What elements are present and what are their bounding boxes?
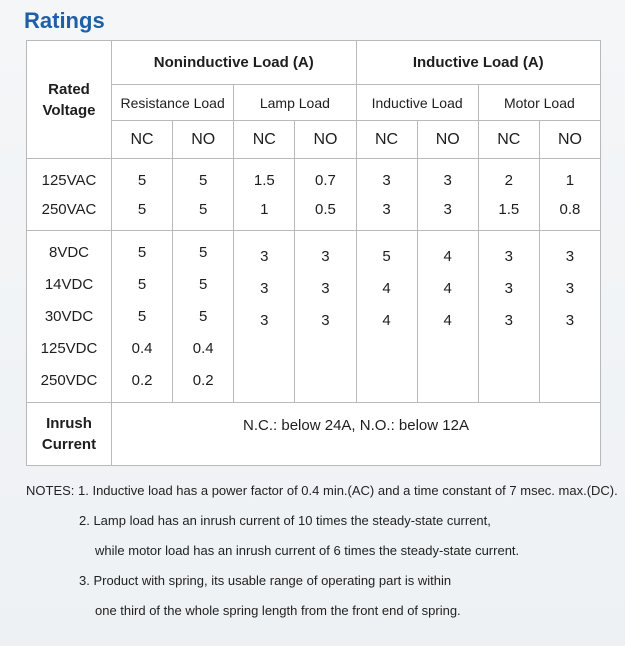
voltage-label: 30VDC — [44, 307, 94, 325]
ac-lamp-nc — [234, 159, 295, 231]
value: 3 — [504, 280, 513, 297]
dc-lamp-no — [295, 231, 356, 403]
value: 5 — [137, 275, 147, 293]
dc-motor-no — [539, 231, 600, 403]
rated-voltage-header — [27, 41, 112, 159]
value: 5 — [199, 200, 208, 218]
voltage-label: 250VDC — [40, 371, 98, 389]
dc-motor-nc — [478, 231, 539, 403]
value: 3 — [565, 280, 575, 297]
voltage-label: 8VDC — [48, 243, 89, 261]
no-header: NO — [295, 121, 356, 159]
value: 0.5 — [315, 200, 336, 218]
value: 3 — [565, 312, 575, 329]
motor-load-header: Motor Load — [478, 85, 600, 121]
note-3: 3. Product with spring, its usable range of operating part is within — [79, 573, 452, 588]
no-header: NO — [417, 121, 478, 159]
value: 5 — [199, 275, 208, 293]
dc-inductive-no — [417, 231, 478, 403]
ac-resistance-no — [173, 159, 234, 231]
ac-ratings-row — [27, 159, 601, 231]
value: 3 — [321, 280, 330, 297]
page-title: Ratings — [24, 8, 105, 33]
value: 3 — [565, 248, 575, 265]
value: 4 — [443, 248, 452, 265]
no-header: NO — [539, 121, 600, 159]
value: 3 — [504, 312, 513, 329]
note-2-continued: while motor load has an inrush current of 6 times the steady-state current. — [95, 543, 520, 558]
value: 2 — [504, 171, 513, 189]
note-2: 2. Lamp load has an inrush current of 10 times the steady-state current, — [79, 513, 491, 528]
value: 1.5 — [498, 200, 520, 218]
inductive-load-subheader: Inductive Load — [356, 85, 478, 121]
inrush-label-line: Current — [41, 436, 97, 453]
dc-lamp-nc — [234, 231, 295, 403]
value: 0.4 — [131, 339, 153, 357]
value: 1.5 — [253, 171, 275, 189]
inrush-current-value: N.C.: below 24A, N.O.: below 12A — [112, 403, 601, 466]
value: 1 — [260, 200, 269, 218]
value: 1 — [565, 171, 575, 189]
header-row-subtype — [27, 85, 601, 121]
voltage-label: Voltage — [42, 101, 96, 119]
voltage-label: 14VDC — [44, 275, 94, 293]
nc-header: NC — [356, 121, 417, 159]
nc-header: NC — [234, 121, 295, 159]
dc-resistance-no — [173, 231, 234, 403]
value: 3 — [260, 248, 269, 265]
value: 4 — [443, 280, 452, 297]
note-3-continued: one third of the whole spring length from the front end of spring. — [95, 603, 461, 618]
dc-voltage-cell — [27, 231, 112, 403]
ac-voltage-cell — [27, 159, 112, 231]
value: 5 — [199, 243, 208, 261]
lamp-load-header: Lamp Load — [234, 85, 356, 121]
value: 3 — [443, 200, 452, 218]
rated-label: Rated — [48, 80, 90, 98]
value: 0.7 — [315, 171, 336, 189]
voltage-label: 250VAC — [41, 200, 97, 218]
noninductive-load-header: Noninductive Load (A) — [112, 41, 357, 85]
value: 4 — [443, 312, 452, 329]
value: 5 — [382, 248, 391, 265]
value: 3 — [382, 171, 391, 189]
value: 3 — [260, 312, 269, 329]
value: 3 — [382, 200, 391, 218]
inrush-current-label — [27, 403, 112, 466]
value: 3 — [260, 280, 269, 297]
dc-ratings-row — [27, 231, 601, 403]
dc-resistance-nc — [112, 231, 173, 403]
inrush-label-line: Inrush — [46, 415, 92, 432]
value: 3 — [443, 171, 452, 189]
ac-motor-no — [539, 159, 600, 231]
value: 3 — [321, 312, 330, 329]
header-row-contacts — [27, 121, 601, 159]
nc-header: NC — [112, 121, 173, 159]
inductive-load-header: Inductive Load (A) — [356, 41, 601, 85]
value: 5 — [137, 307, 147, 325]
no-header: NO — [173, 121, 234, 159]
header-row-load-type — [27, 41, 601, 85]
voltage-label: 125VDC — [40, 339, 98, 357]
value: 5 — [199, 307, 208, 325]
value: 5 — [137, 171, 147, 189]
voltage-label: 125VAC — [41, 171, 97, 189]
value: 4 — [382, 312, 391, 329]
resistance-load-header: Resistance Load — [112, 85, 234, 121]
ac-inductive-nc — [356, 159, 417, 231]
ac-motor-nc — [478, 159, 539, 231]
value: 0.2 — [131, 371, 153, 389]
value: 5 — [137, 200, 147, 218]
nc-header: NC — [478, 121, 539, 159]
value: 0.2 — [192, 371, 214, 389]
value: 5 — [137, 243, 147, 261]
value: 0.8 — [559, 200, 581, 218]
dc-inductive-nc — [356, 231, 417, 403]
ac-resistance-nc — [112, 159, 173, 231]
value: 5 — [199, 171, 208, 189]
note-1: NOTES: 1. Inductive load has a power factor of 0.4 min.(AC) and a time constant of 7 msec. max.(DC). — [26, 483, 618, 498]
ac-lamp-no — [295, 159, 356, 231]
value: 4 — [382, 280, 391, 297]
value: 3 — [504, 248, 513, 265]
value: 3 — [321, 248, 330, 265]
ac-inductive-no — [417, 159, 478, 231]
value: 0.4 — [192, 339, 214, 357]
ratings-table — [26, 40, 601, 466]
inrush-row — [27, 403, 601, 466]
